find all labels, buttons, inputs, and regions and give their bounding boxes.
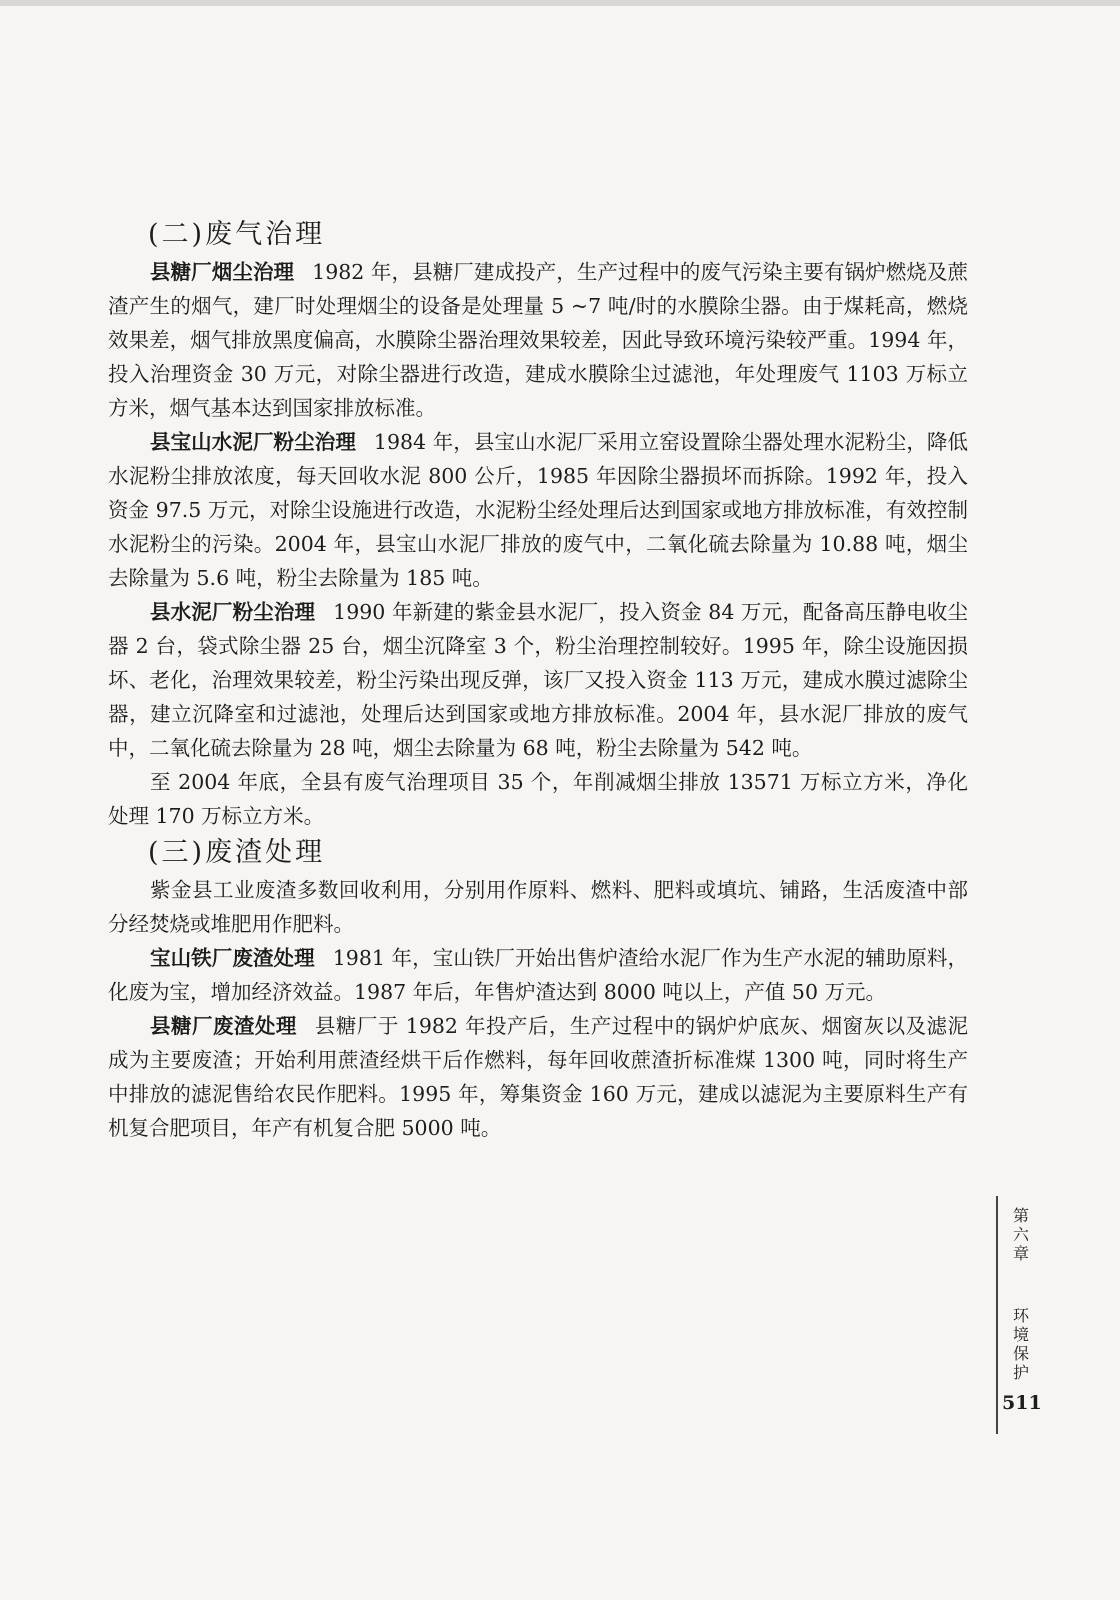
paragraph-baoshan-iron-residue (108, 941, 968, 1009)
paragraph-gas-summary (108, 765, 968, 833)
paragraph-baoshan-cement-dust (108, 425, 968, 595)
paragraph-text: 1981 年，宝山铁厂开始出售炉渣给水泥厂作为生产水泥的辅助原料，化废为宝，增加经济效益。1987 年后，年售炉渣达到 8000 吨以上，产值 50 万元。 (108, 946, 969, 1004)
section-heading-waste-gas: (二)废气治理 (148, 219, 326, 250)
paragraph-lead: 县宝山水泥厂粉尘治理 (150, 430, 356, 454)
page-content (108, 215, 968, 1145)
paragraph-text: 县糖厂于 1982 年投产后，生产过程中的锅炉炉底灰、烟窗灰以及滤泥成为主要废渣；开始利用蔗渣经烘干后作燃料，每年回收蔗渣折标准煤 1300 吨，同时将生产中排放的滤泥售给农民作肥料。1995 年，筹集资金 160 万元，建成以滤泥为主要原料生产有机复合肥项目，年产有机复合肥 5000 吨。 (108, 1014, 969, 1140)
paragraph-sugar-factory-residue (108, 1009, 968, 1145)
side-chapter-title: 环境保护 (1012, 1306, 1029, 1382)
page-number: 511 (1002, 1392, 1042, 1414)
paragraph-sugar-factory-smoke (108, 255, 968, 425)
paragraph-lead: 县水泥厂粉尘治理 (150, 600, 316, 624)
paragraph-county-cement-dust (108, 595, 968, 765)
page-top-edge (0, 0, 1120, 6)
section-heading-waste-residue: (三)废渣处理 (148, 837, 326, 868)
side-chapter-label: 第六章 (1012, 1206, 1029, 1263)
paragraph-text: 1984 年，县宝山水泥厂采用立窑设置除尘器处理水泥粉尘，降低水泥粉尘排放浓度，每天回收水泥 800 公斤，1985 年因除尘器损坏而拆除。1992 年，投入资金 97.5 万元，对除尘设施进行改造，水泥粉尘经处理后达到国家或地方排放标准，有效控制水泥粉尘的污染。2004 年，县宝山水泥厂排放的废气中，二氧化硫去除量为 10.88 吨，烟尘去除量为 5.6 吨，粉尘去除量为 185 吨。 (108, 430, 968, 590)
paragraph-text: 1990 年新建的紫金县水泥厂，投入资金 84 万元，配备高压静电收尘器 2 台，袋式除尘器 25 台，烟尘沉降室 3 个，粉尘治理控制较好。1995 年，除尘设施因损坏、老化，治理效果较差，粉尘污染出现反弹，该厂又投入资金 113 万元，建成水膜过滤除尘器，建立沉降室和过滤池，处理后达到国家或地方排放标准。2004 年，县水泥厂排放的废气中，二氧化硫去除量为 28 吨，烟尘去除量为 68 吨，粉尘去除量为 542 吨。 (108, 600, 968, 760)
paragraph-lead: 宝山铁厂废渣处理 (150, 946, 315, 970)
paragraph-residue-intro (108, 873, 968, 941)
paragraph-text: 至 2004 年底，全县有废气治理项目 35 个，年削减烟尘排放 13571 万标立方米，净化处理 170 万标立方米。 (108, 770, 968, 828)
paragraph-text: 紫金县工业废渣多数回收利用，分别用作原料、燃料、肥料或填坑、铺路，生活废渣中部分经焚烧或堆肥用作肥料。 (108, 878, 968, 936)
paragraph-lead: 县糖厂烟尘治理 (150, 260, 295, 284)
paragraph-lead: 县糖厂废渣处理 (150, 1014, 297, 1038)
paragraph-text: 1982 年，县糖厂建成投产，生产过程中的废气污染主要有锅炉燃烧及蔗渣产生的烟气，建厂时处理烟尘的设备是处理量 5 ~7 吨/时的水膜除尘器。由于煤耗高，燃烧效果差，烟气排放黑度偏高，水膜除尘器治理效果较差，因此导致环境污染较严重。1994 年，投入治理资金 30 万元，对除尘器进行改造，建成水膜除尘过滤池，年处理废气 1103 万标立方米，烟气基本达到国家排放标准。 (108, 260, 969, 420)
